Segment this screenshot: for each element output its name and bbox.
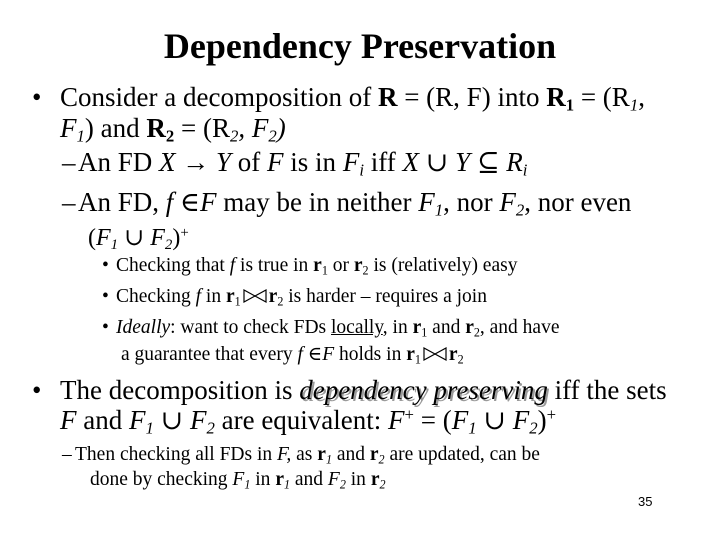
natural-join-icon [422,346,448,362]
sub-bullet-2-marker: • [102,286,109,307]
bullet-2-marker: • [32,375,42,405]
dependency-preserving-term: dependency preserving [299,375,548,405]
bullet-1b-continuation: ($F_1$ ∪ $F_2)^+$ [88,224,189,254]
sub-bullet-2: Checking f in $r_1$ $r_2$ is harder – requires a join [116,286,487,309]
bullet-2-line-2: F and $F_1$ ∪ $F_2$ are equivalent: $F^+ = (F_1$ ∪ $F_2)^+$ [60,404,557,438]
sub-bullet-1: Checking that f is true in $r_1$ or $r_2$ is (relatively) easy [116,255,518,278]
arrow-icon: → [175,147,217,177]
natural-join-icon [242,288,268,304]
sub-bullet-3: Ideally: want to check FDs locally, in $r_1$ and $r_2$, and have [116,317,560,340]
bullet-1b-line: An FD, f ∈F may be in neither $F_1$, nor $F_2$, nor even [78,187,632,220]
slide-title: Dependency Preservation [163,26,557,66]
bullet-1-line-2: $F_1$) and $R_2 = (R_2$, $F_2$) [60,113,286,146]
bullet-1a-line: An FD X → Y of F is in $F_i$ iff X ∪ Y ⊆ $R_i$ [78,147,528,180]
dash-2a: – [62,444,72,465]
bullet-2a-line-2: done by checking $F_1$ in $r_1$ and $F_2$ in $r_2$ [90,469,386,492]
bullet-2-line-1: The decomposition is dependency preserving iff the sets [60,375,667,405]
dash-1a: – [62,147,76,177]
bullet-2a-line-1: Then checking all FDs in F, as $r_1$ and $r_2$ are updated, can be [75,444,540,467]
bullet-1-marker: • [32,82,42,112]
sub-bullet-3-marker: • [102,317,109,338]
dash-1b: – [62,187,76,217]
sub-bullet-3-continuation: a guarantee that every f ∈F holds in $r_1$ $r_2$ [121,344,464,367]
sub-bullet-1-marker: • [102,255,109,276]
bullet-1-line-1: Consider a decomposition of R = (R, F) into $R_1 = (R_1$, [60,82,645,115]
page-number: 35 [638,494,653,509]
